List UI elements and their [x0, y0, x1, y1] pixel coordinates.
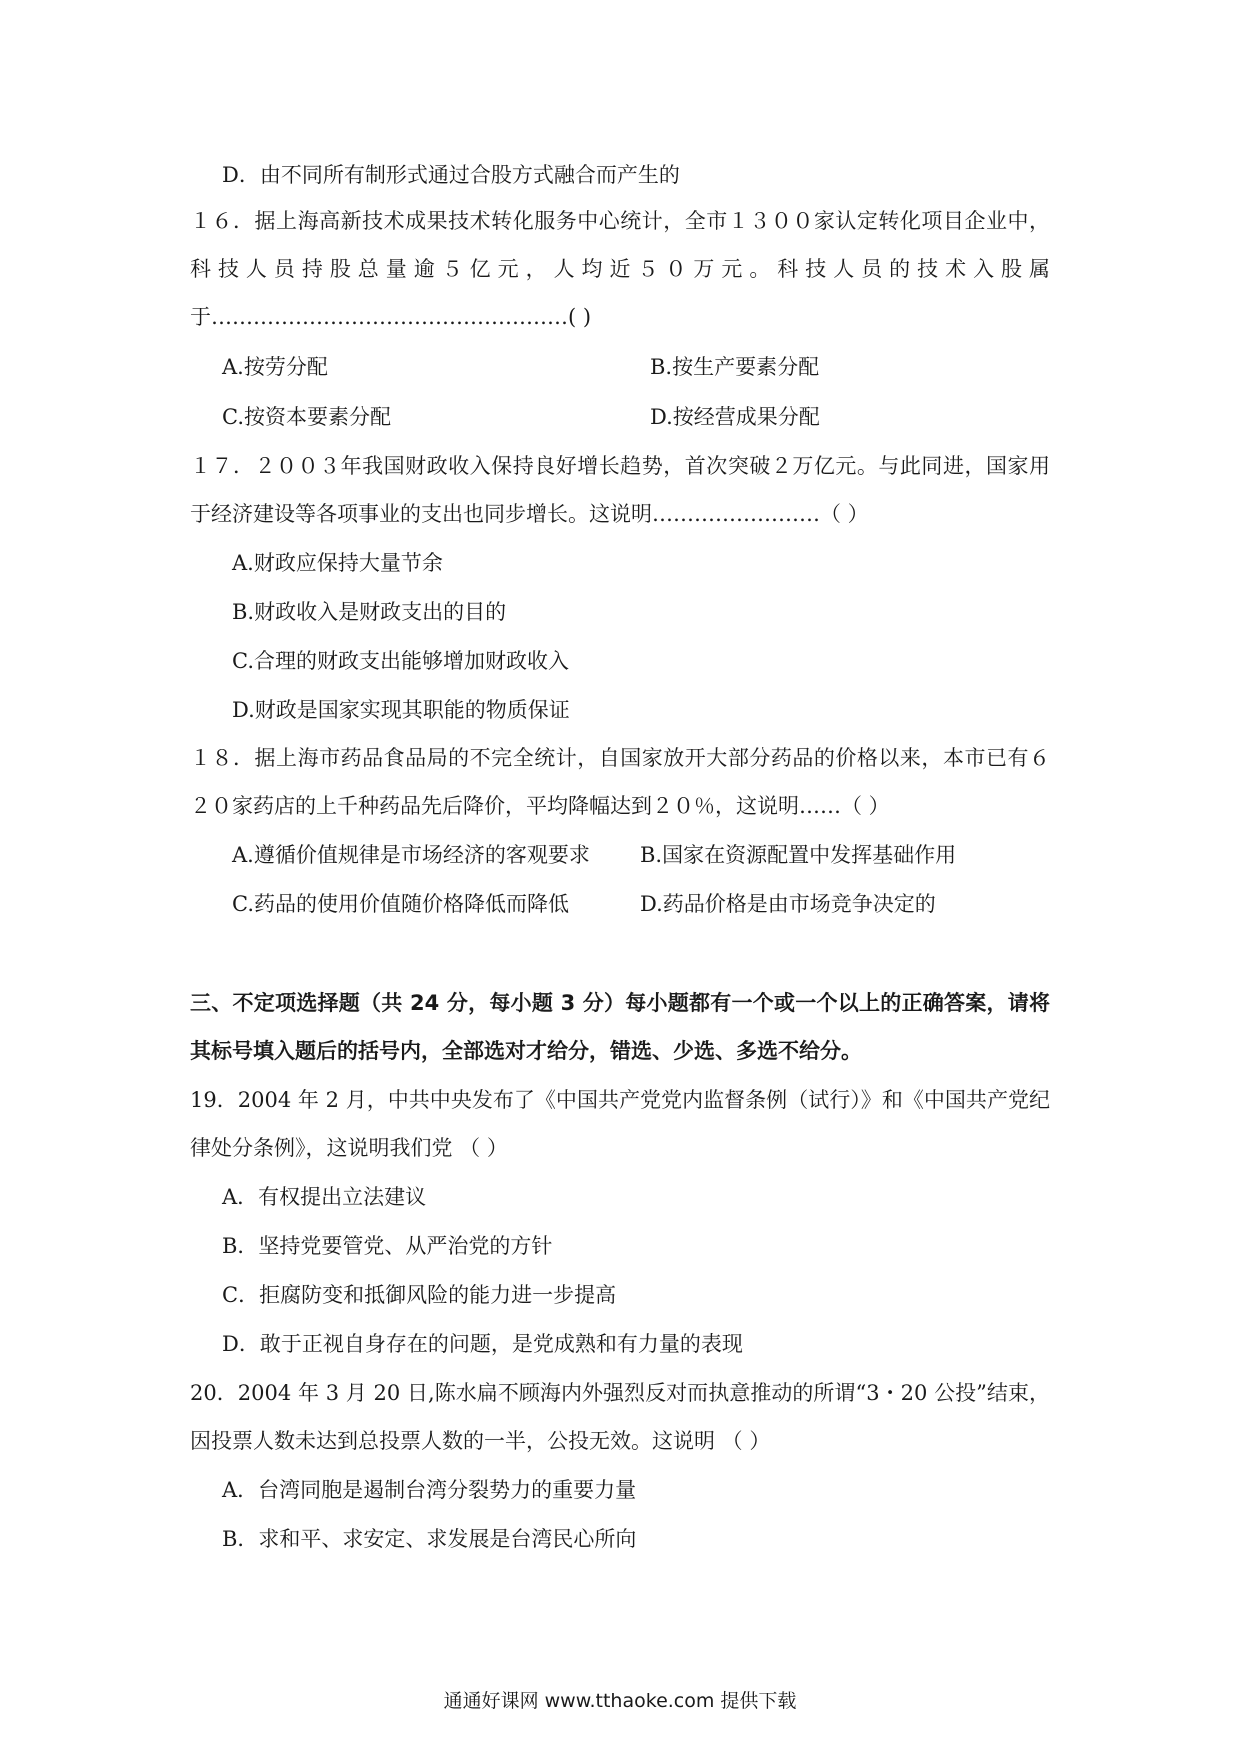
- q15-option-d: D．由不同所有制形式通过合股方式融合而产生的: [222, 163, 680, 187]
- q17-option-b: B.财政收入是财政支出的目的: [232, 600, 507, 624]
- q17-option-a: A.财政应保持大量节余: [232, 551, 443, 575]
- q16-stem-line-3: 于……………………………………………( ): [190, 305, 592, 329]
- q19-option-d: D．敢于正视自身存在的问题，是党成熟和有力量的表现: [222, 1332, 743, 1356]
- q16-option-c: C.按资本要素分配: [222, 405, 391, 429]
- q16-stem-line-1: １６．据上海高新技术成果技术转化服务中心统计，全市１３００家认定转化项目企业中，: [190, 209, 1050, 233]
- q19-option-b: B．坚持党要管党、从严治党的方针: [222, 1234, 553, 1258]
- page-footer: 通通好课网 www.tthaoke.com 提供下载: [443, 1690, 797, 1712]
- q17-stem-line-1: １７．２００３年我国财政收入保持良好增长趋势，首次突破２万亿元。与此同进，国家用: [190, 454, 1050, 478]
- q19-option-a: A．有权提出立法建议: [222, 1185, 427, 1209]
- q16-option-b: B.按生产要素分配: [650, 355, 820, 379]
- q19-stem-line-2: 律处分条例》，这说明我们党 （ ）: [190, 1136, 508, 1160]
- q16-option-a: A.按劳分配: [222, 355, 328, 379]
- q17-stem-line-2: 于经济建设等各项事业的支出也同步增长。这说明……………………（ ）: [190, 502, 869, 526]
- q18-option-d: D.药品价格是由市场竞争决定的: [640, 892, 936, 916]
- q20-option-a: A．台湾同胞是遏制台湾分裂势力的重要力量: [222, 1478, 637, 1502]
- section-3-heading-line-2: 其标号填入题后的括号内，全部选对才给分，错选、少选、多选不给分。: [190, 1039, 862, 1063]
- q16-option-d: D.按经营成果分配: [650, 405, 820, 429]
- q18-option-b: B.国家在资源配置中发挥基础作用: [640, 843, 957, 867]
- q19-option-c: C．拒腐防变和抵御风险的能力进一步提高: [222, 1283, 617, 1307]
- q18-stem-line-1: １８．据上海市药品食品局的不完全统计，自国家放开大部分药品的价格以来，本市已有６: [190, 746, 1050, 770]
- q18-option-c: C.药品的使用价值随价格降低而降低: [232, 892, 569, 916]
- q19-stem-line-1: 19．2004 年 2 月，中共中央发布了《中国共产党党内监督条例（试行）》和《中国共产党纪: [190, 1088, 1050, 1112]
- q18-option-a: A.遵循价值规律是市场经济的客观要求: [232, 843, 590, 867]
- section-3-heading-line-1: 三、不定项选择题（共 24 分，每小题 3 分）每小题都有一个或一个以上的正确答案，请将: [190, 991, 1050, 1015]
- q20-stem-line-2: 因投票人数未达到总投票人数的一半，公投无效。这说明 （ ）: [190, 1429, 771, 1453]
- q17-option-c: C.合理的财政支出能够增加财政收入: [232, 649, 569, 673]
- q18-stem-line-2: ２０家药店的上千种药品先后降价，平均降幅达到２０％，这说明……（ ）: [190, 794, 890, 818]
- q20-option-b: B．求和平、求安定、求发展是台湾民心所向: [222, 1527, 637, 1551]
- q16-stem-line-2: 科技人员持股总量逾５亿元，人均近５０万元。科技人员的技术入股属: [190, 257, 1050, 281]
- q20-stem-line-1: 20．2004 年 3 月 20 日,陈水扁不顾海内外强烈反对而执意推动的所谓“3・20 公投”结束，: [190, 1381, 1050, 1405]
- q17-option-d: D.财政是国家实现其职能的物质保证: [232, 698, 570, 722]
